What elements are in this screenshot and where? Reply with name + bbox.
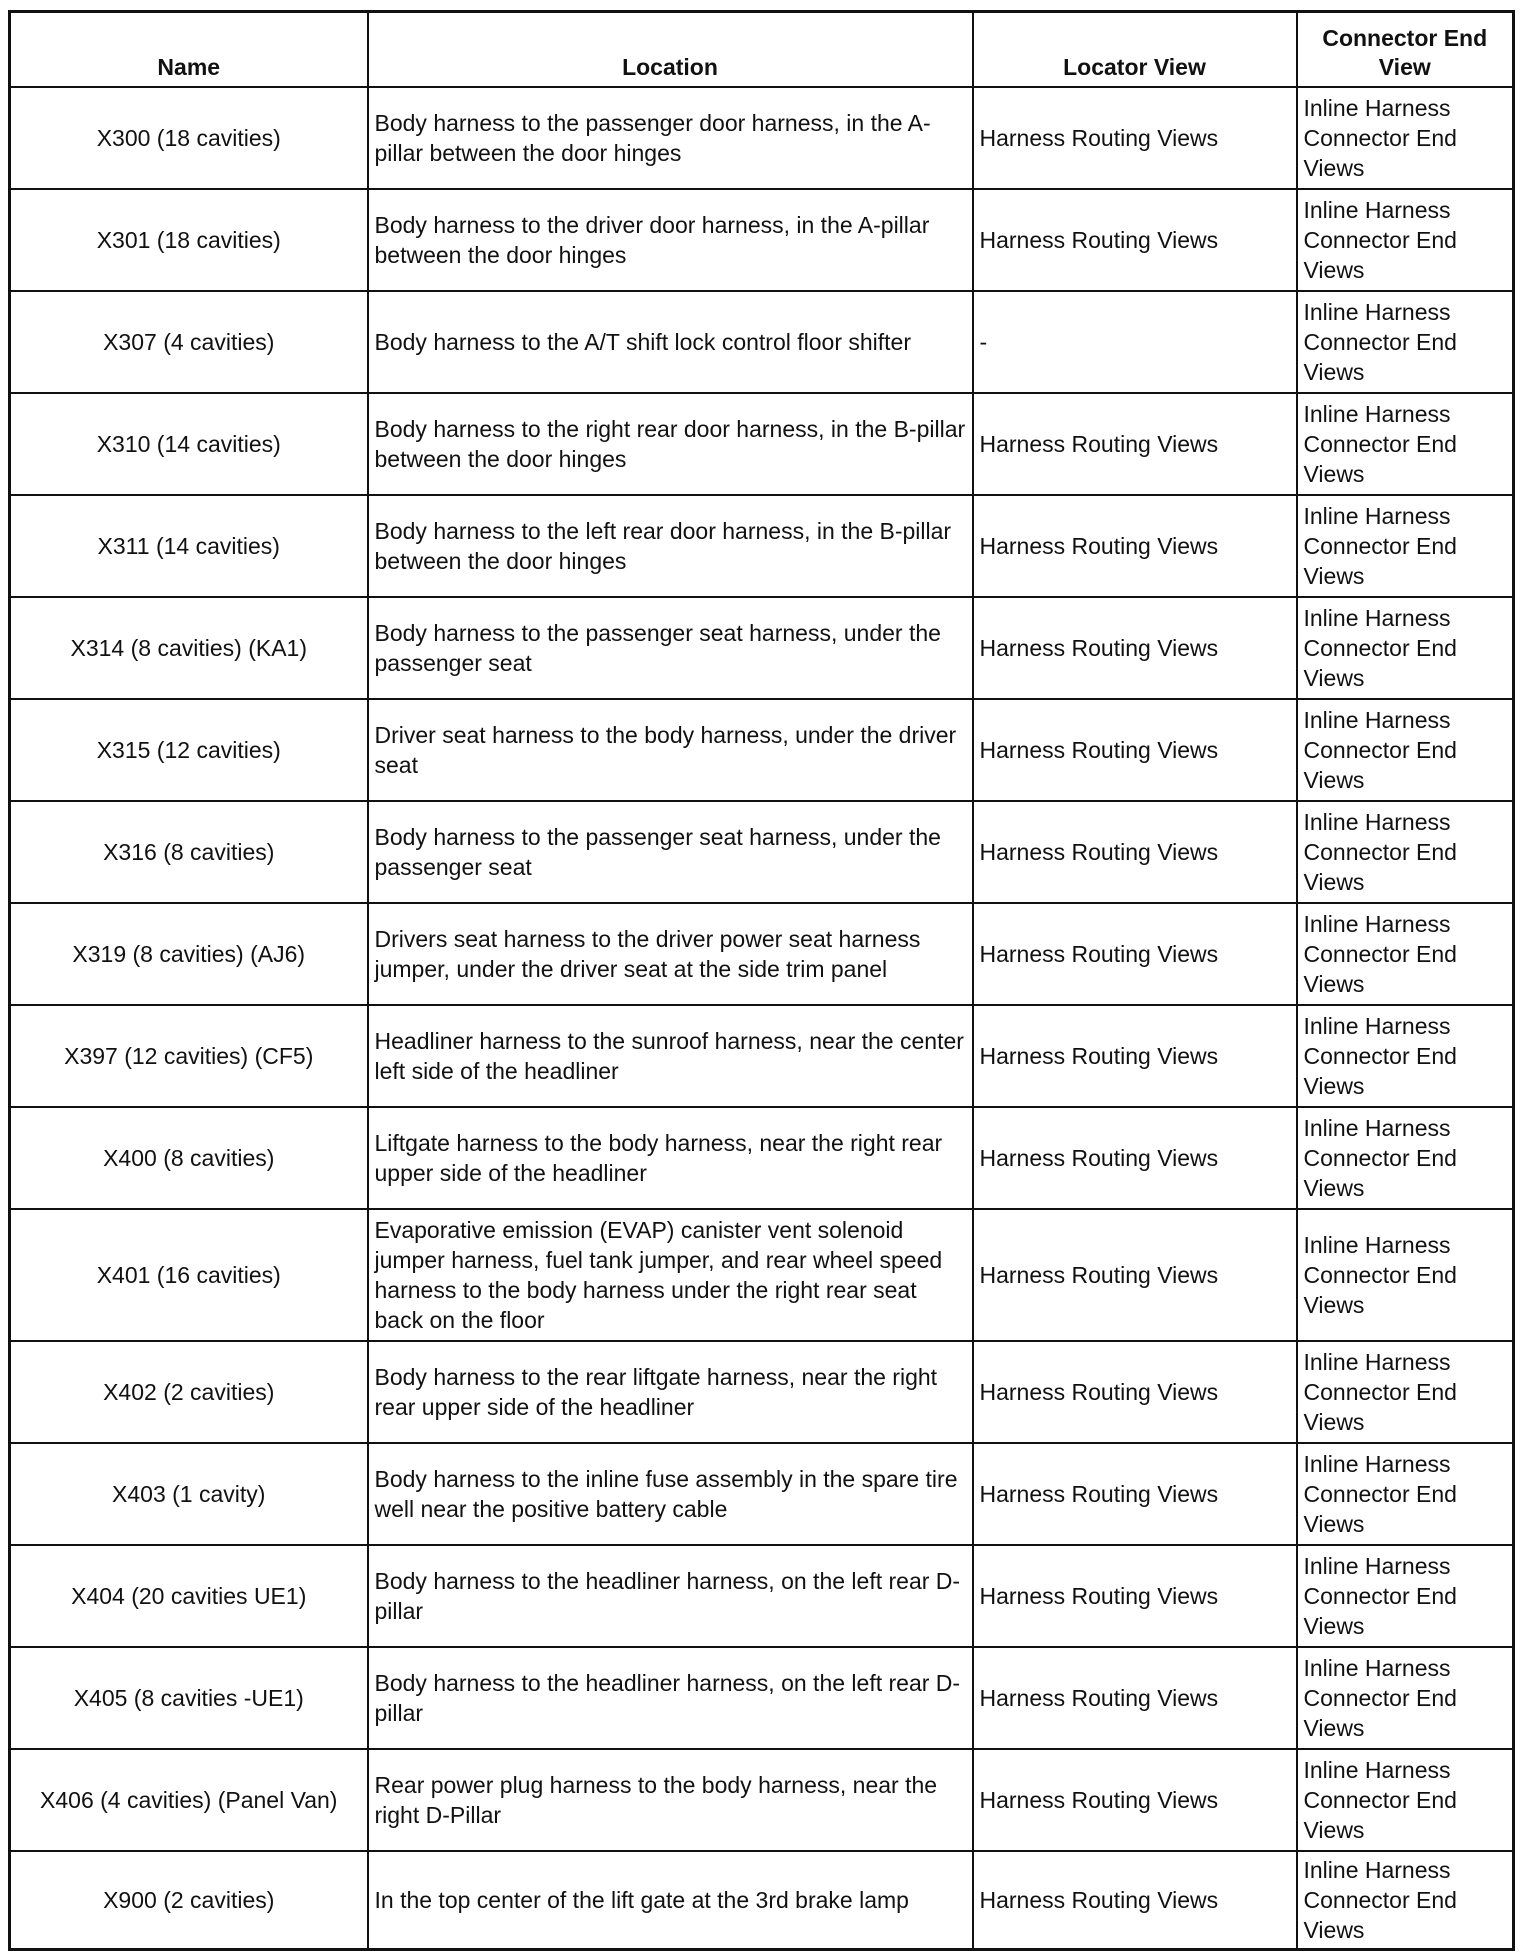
row-connector-end-view-cell: Inline Harness Connector End Views: [1297, 87, 1514, 189]
table-row: [10, 597, 1514, 699]
row-connector-end-view-cell: Inline Harness Connector End Views: [1297, 801, 1514, 903]
row-locator-view-cell: Harness Routing Views: [973, 495, 1297, 597]
row-connector-end-view-cell: Inline Harness Connector End Views: [1297, 1443, 1514, 1545]
row-connector-end-view-cell: Inline Harness Connector End Views: [1297, 1005, 1514, 1107]
row-location-cell: Evaporative emission (EVAP) canister vent solenoid jumper harness, fuel tank jumper, and rear wheel speed harness to the body harness under the right rear seat back on the floor: [368, 1209, 973, 1341]
connector-table: [8, 10, 1515, 1951]
row-name-cell: X406 (4 cavities) (Panel Van): [10, 1749, 368, 1851]
row-name-cell: X403 (1 cavity): [10, 1443, 368, 1545]
table-row: [10, 801, 1514, 903]
row-locator-view-cell: Harness Routing Views: [973, 903, 1297, 1005]
table-row: [10, 1005, 1514, 1107]
row-name-cell: X314 (8 cavities) (KA1): [10, 597, 368, 699]
header-connector-end-view: Connector End View: [1297, 12, 1514, 88]
table-row: [10, 1749, 1514, 1851]
row-location-cell: Body harness to the inline fuse assembly in the spare tire well near the positive battery cable: [368, 1443, 973, 1545]
row-location-cell: Body harness to the passenger seat harness, under the passenger seat: [368, 801, 973, 903]
row-location-cell: Rear power plug harness to the body harness, near the right D-Pillar: [368, 1749, 973, 1851]
row-location-cell: Body harness to the right rear door harness, in the B-pillar between the door hinges: [368, 393, 973, 495]
row-locator-view-cell: Harness Routing Views: [973, 189, 1297, 291]
table-row: [10, 1107, 1514, 1209]
table-row: [10, 87, 1514, 189]
row-name-cell: X404 (20 cavities UE1): [10, 1545, 368, 1647]
row-location-cell: Body harness to the rear liftgate harness, near the right rear upper side of the headliner: [368, 1341, 973, 1443]
row-locator-view-cell: -: [973, 291, 1297, 393]
header-name: Name: [10, 12, 368, 88]
row-connector-end-view-cell: Inline Harness Connector End Views: [1297, 1647, 1514, 1749]
table-row: [10, 1851, 1514, 1950]
row-name-cell: X900 (2 cavities): [10, 1851, 368, 1950]
table-row: [10, 393, 1514, 495]
row-connector-end-view-cell: Inline Harness Connector End Views: [1297, 1341, 1514, 1443]
table-row: [10, 699, 1514, 801]
row-name-cell: X316 (8 cavities): [10, 801, 368, 903]
row-locator-view-cell: Harness Routing Views: [973, 1545, 1297, 1647]
row-location-cell: Liftgate harness to the body harness, near the right rear upper side of the headliner: [368, 1107, 973, 1209]
table-row: [10, 1209, 1514, 1341]
row-connector-end-view-cell: Inline Harness Connector End Views: [1297, 495, 1514, 597]
row-locator-view-cell: Harness Routing Views: [973, 393, 1297, 495]
row-name-cell: X310 (14 cavities): [10, 393, 368, 495]
row-locator-view-cell: Harness Routing Views: [973, 1851, 1297, 1950]
row-name-cell: X315 (12 cavities): [10, 699, 368, 801]
table-row: [10, 903, 1514, 1005]
row-locator-view-cell: Harness Routing Views: [973, 801, 1297, 903]
row-connector-end-view-cell: Inline Harness Connector End Views: [1297, 1851, 1514, 1950]
table-row: [10, 1647, 1514, 1749]
row-location-cell: Body harness to the headliner harness, on the left rear D-pillar: [368, 1647, 973, 1749]
row-location-cell: Drivers seat harness to the driver power seat harness jumper, under the driver seat at the side trim panel: [368, 903, 973, 1005]
row-connector-end-view-cell: Inline Harness Connector End Views: [1297, 903, 1514, 1005]
row-locator-view-cell: Harness Routing Views: [973, 1005, 1297, 1107]
table-row: [10, 291, 1514, 393]
row-location-cell: Body harness to the A/T shift lock control floor shifter: [368, 291, 973, 393]
table-row: [10, 189, 1514, 291]
table-row: [10, 495, 1514, 597]
row-name-cell: X402 (2 cavities): [10, 1341, 368, 1443]
row-location-cell: Body harness to the passenger seat harness, under the passenger seat: [368, 597, 973, 699]
row-name-cell: X405 (8 cavities -UE1): [10, 1647, 368, 1749]
table-row: [10, 1545, 1514, 1647]
row-name-cell: X307 (4 cavities): [10, 291, 368, 393]
row-name-cell: X300 (18 cavities): [10, 87, 368, 189]
row-location-cell: Headliner harness to the sunroof harness, near the center left side of the headliner: [368, 1005, 973, 1107]
row-locator-view-cell: Harness Routing Views: [973, 1341, 1297, 1443]
row-locator-view-cell: Harness Routing Views: [973, 1107, 1297, 1209]
row-locator-view-cell: Harness Routing Views: [973, 1749, 1297, 1851]
row-locator-view-cell: Harness Routing Views: [973, 699, 1297, 801]
row-connector-end-view-cell: Inline Harness Connector End Views: [1297, 189, 1514, 291]
row-connector-end-view-cell: Inline Harness Connector End Views: [1297, 1209, 1514, 1341]
row-connector-end-view-cell: Inline Harness Connector End Views: [1297, 597, 1514, 699]
row-connector-end-view-cell: Inline Harness Connector End Views: [1297, 1545, 1514, 1647]
row-name-cell: X397 (12 cavities) (CF5): [10, 1005, 368, 1107]
row-connector-end-view-cell: Inline Harness Connector End Views: [1297, 291, 1514, 393]
header-row: [10, 12, 1514, 88]
row-location-cell: Body harness to the driver door harness, in the A-pillar between the door hinges: [368, 189, 973, 291]
row-location-cell: Body harness to the headliner harness, on the left rear D-pillar: [368, 1545, 973, 1647]
row-name-cell: X311 (14 cavities): [10, 495, 368, 597]
row-locator-view-cell: Harness Routing Views: [973, 1647, 1297, 1749]
row-name-cell: X319 (8 cavities) (AJ6): [10, 903, 368, 1005]
row-locator-view-cell: Harness Routing Views: [973, 87, 1297, 189]
row-location-cell: In the top center of the lift gate at the 3rd brake lamp: [368, 1851, 973, 1950]
header-location: Location: [368, 12, 973, 88]
table-row: [10, 1341, 1514, 1443]
row-connector-end-view-cell: Inline Harness Connector End Views: [1297, 1107, 1514, 1209]
row-location-cell: Driver seat harness to the body harness, under the driver seat: [368, 699, 973, 801]
row-name-cell: X301 (18 cavities): [10, 189, 368, 291]
row-locator-view-cell: Harness Routing Views: [973, 1443, 1297, 1545]
row-locator-view-cell: Harness Routing Views: [973, 1209, 1297, 1341]
row-connector-end-view-cell: Inline Harness Connector End Views: [1297, 393, 1514, 495]
header-locator-view: Locator View: [973, 12, 1297, 88]
table-row: [10, 1443, 1514, 1545]
row-name-cell: X401 (16 cavities): [10, 1209, 368, 1341]
table-body: [10, 87, 1514, 1950]
row-connector-end-view-cell: Inline Harness Connector End Views: [1297, 1749, 1514, 1851]
row-locator-view-cell: Harness Routing Views: [973, 597, 1297, 699]
row-location-cell: Body harness to the left rear door harness, in the B-pillar between the door hinges: [368, 495, 973, 597]
row-location-cell: Body harness to the passenger door harness, in the A-pillar between the door hinges: [368, 87, 973, 189]
row-connector-end-view-cell: Inline Harness Connector End Views: [1297, 699, 1514, 801]
row-name-cell: X400 (8 cavities): [10, 1107, 368, 1209]
